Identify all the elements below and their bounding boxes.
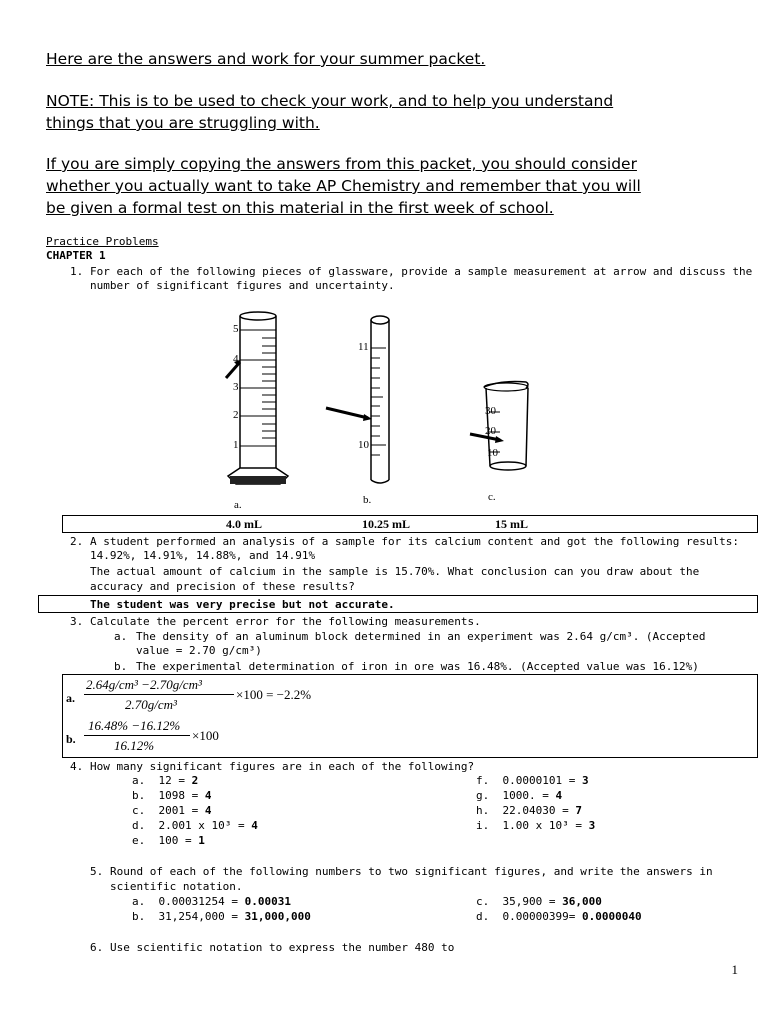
glassware-figure [200,300,530,515]
q2-text-4: accuracy and precision of these results? [90,580,355,593]
answer-a: 4.0 mL [226,517,262,531]
q3a-text-1: The density of an aluminum block determined in an experiment was 2.64 g/cm³. (Accepted [136,630,706,643]
note-line-1: NOTE: This is to be used to check your work, and to help you understand [46,92,614,110]
beaker-c [470,382,528,470]
q3-ans-a-denominator: 2.70g/cm³ [125,697,177,712]
q5-item-a: a. 0.00031254 = 0.00031 [132,895,291,908]
graduated-cylinder-a [226,312,288,484]
answer-c: 15 mL [495,517,528,531]
q1-text-1: For each of the following pieces of glassware, provide a sample measurement at arrow and discuss the [90,265,753,278]
q5-item-b: b. 31,254,000 = 31,000,000 [132,910,311,923]
page-number: 1 [731,962,738,977]
q3-ans-b-fraction-bar [84,735,190,736]
q4-item-g: g. 1000. = 4 [476,789,563,802]
q3-ans-b-denominator: 16.12% [114,738,155,753]
q3-text: Calculate the percent error for the following measurements. [90,615,481,628]
q6-number: 6. [90,941,104,954]
q3-ans-a-fraction-bar [84,694,234,695]
q1-answer-box [62,515,758,533]
cyl-a-tick-1: 1 [233,439,239,451]
q4-item-c: c. 2001 = 4 [132,804,212,817]
q1-text-2: number of significant figures and uncertainty. [90,279,395,292]
q4-item-e: e. 100 = 1 [132,834,205,847]
fig-label-b: b. [363,494,372,506]
answer-b: 10.25 mL [362,517,410,531]
q2-text-1: A student performed an analysis of a sample for its calcium content and got the following results: [90,535,740,548]
q3-number: 3. [70,615,84,628]
cyl-a-tick-2: 2 [233,409,239,421]
q4-item-f: f. 0.0000101 = 3 [476,774,589,787]
warning-line-1: If you are simply copying the answers from this packet, you should consider [46,155,637,173]
q3a-text-2: value = 2.70 g/cm³) [136,644,262,657]
q3-ans-a-result: ×100 = −2.2% [236,687,312,702]
cyl-b-tick-10: 10 [358,439,369,451]
cyl-a-tick-4: 4 [233,353,239,365]
q3b-label: b. [114,660,128,673]
q4-item-d: d. 2.001 x 10³ = 4 [132,819,258,832]
q4-item-b: b. 1098 = 4 [132,789,212,802]
q3-ans-b-numerator: 16.48% −16.12% [88,718,181,733]
q4-item-h: h. 22.04030 = 7 [476,804,582,817]
q4-number: 4. [70,760,84,773]
fig-label-a: a. [234,499,242,511]
chapter-heading: CHAPTER 1 [46,249,106,262]
beaker-tick-30: 30 [485,405,496,417]
q2-answer: The student was very precise but not accurate. [90,598,395,611]
q5-item-c: c. 35,900 = 36,000 [476,895,602,908]
note-line-2: things that you are struggling with. [46,114,320,132]
q4-text: How many significant figures are in each of the following? [90,760,475,773]
section-title: Practice Problems [46,235,159,248]
q5-text-1: Round of each of the following numbers to two significant figures, and write the answers in [110,865,713,878]
warning-line-2: whether you actually want to take AP Chemistry and remember that you will [46,177,641,195]
q5-item-d: d. 0.00000399= 0.0000040 [476,910,642,923]
q4-item-i: i. 1.00 x 10³ = 3 [476,819,596,832]
q4-item-a: a. 12 = 2 [132,774,199,787]
cyl-b-tick-11: 11 [358,341,369,353]
beaker-tick-10: 10 [487,447,498,459]
q3-ans-a-numerator: 2.64g/cm³ −2.70g/cm³ [86,677,202,692]
q5-number: 5. [90,865,104,878]
q1-number: 1. [70,265,84,278]
cyl-a-tick-3: 3 [233,381,239,393]
q2-text-3: The actual amount of calcium in the sample is 15.70%. What conclusion can you draw about the [90,565,700,578]
cyl-a-tick-5: 5 [233,323,239,335]
q3a-label: a. [114,630,128,643]
q6-text: Use scientific notation to express the number 480 to [110,941,455,954]
q5-text-2: scientific notation. [110,880,243,893]
q3-ans-b-expression: ×100 [192,728,219,743]
q3-ans-b-label: b. [66,732,76,746]
q2-number: 2. [70,535,84,548]
q3-ans-a-label: a. [66,691,75,705]
beaker-tick-20: 20 [485,425,496,437]
q2-text-2: 14.92%, 14.91%, 14.88%, and 14.91% [90,549,316,562]
fig-label-c: c. [488,491,496,503]
warning-line-3: be given a formal test on this material in the first week of school. [46,199,554,217]
q3b-text: The experimental determination of iron in ore was 16.48%. (Accepted value was 16.12%) [136,660,699,673]
intro-line: Here are the answers and work for your summer packet. [46,50,486,68]
